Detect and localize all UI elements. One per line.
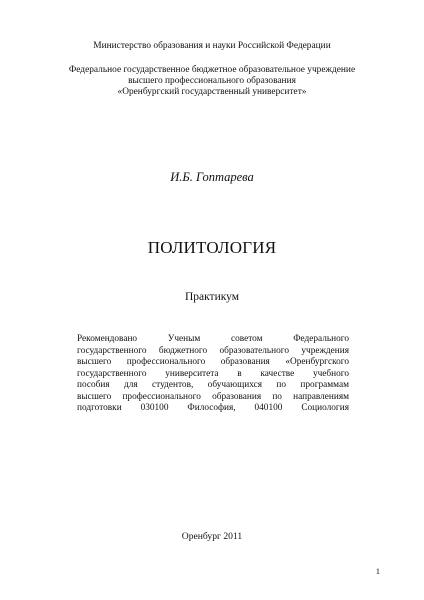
- recommendation-block: [77, 334, 349, 415]
- recommendation-line: высшего профессионального образования по направлениям: [77, 391, 349, 402]
- institution-line: высшего профессионального образования: [128, 76, 296, 86]
- recommendation-line: Рекомендовано Ученым советом Федерального: [77, 334, 349, 344]
- city-year: Оренбург 2011: [181, 531, 243, 542]
- recommendation-line: подготовки 030100 Философия, 040100 Социология: [77, 403, 349, 413]
- institution-line: Федеральное государственное бюджетное образовательное учреждение: [68, 65, 356, 75]
- document-title: ПОЛИТОЛОГИЯ: [147, 238, 277, 257]
- recommendation-line: пособия для студентов, обучающихся по программам: [77, 380, 349, 390]
- author-name: И.Б. Гоптарева: [170, 170, 254, 184]
- page-number: 1: [375, 566, 380, 576]
- recommendation-line: государственного бюджетного образовательного учреждения: [77, 345, 349, 356]
- recommendation-line: высшего профессионального образования «Оренбургского: [77, 357, 349, 367]
- document-subtitle: Практикум: [184, 291, 240, 303]
- institution-line: «Оренбургский государственный университет»: [117, 87, 307, 97]
- ministry-name: Министерство образования и науки Российской Федерации: [93, 41, 331, 51]
- recommendation-line: государственного университета в качестве учебного: [77, 368, 349, 379]
